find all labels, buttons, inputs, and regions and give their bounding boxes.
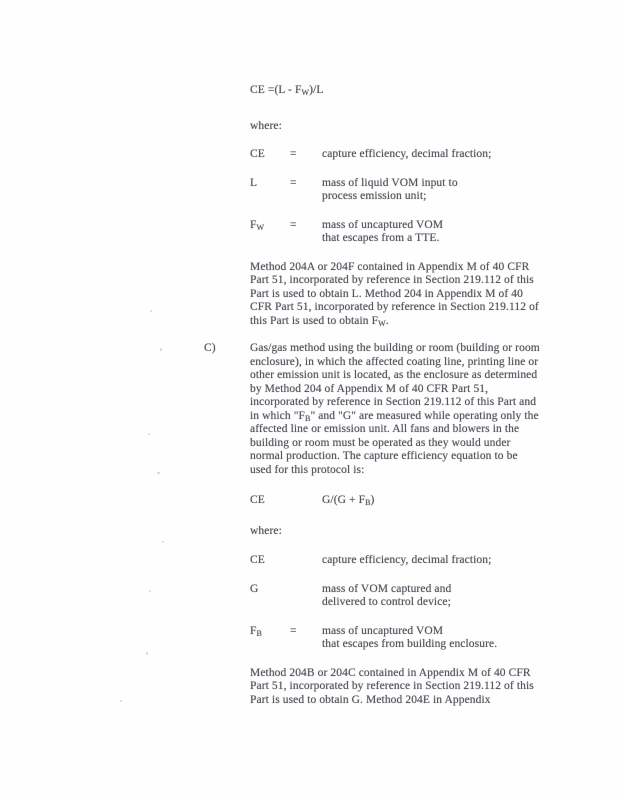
definition-line: mass of uncaptured VOM xyxy=(322,218,444,231)
definition-line: that escapes from a TTE. xyxy=(322,232,440,244)
equals-sign: = xyxy=(290,624,297,637)
definition-line: mass of VOM captured and xyxy=(322,582,452,595)
equals-sign xyxy=(290,494,322,508)
definition-row-ce-2 xyxy=(250,554,542,568)
equals-sign: = xyxy=(290,218,297,231)
definition-text xyxy=(322,177,542,204)
equals-sign xyxy=(290,554,322,568)
equation-rhs: $G/(G + F_B)$ xyxy=(322,494,375,507)
definition-row-l xyxy=(250,177,542,204)
equation-text: CE =(L - F xyxy=(250,84,302,96)
scan-speck xyxy=(120,700,122,702)
subscript: W xyxy=(301,88,310,97)
definition-line: that escapes from building enclosure. xyxy=(322,638,498,650)
definition-text xyxy=(322,148,542,162)
scan-speck xyxy=(160,348,162,351)
list-item-text xyxy=(250,342,542,477)
scan-speck xyxy=(149,590,151,592)
where-label: where: xyxy=(250,524,282,537)
subscript: W xyxy=(378,318,386,328)
term-g: G xyxy=(250,582,259,595)
subscript: B xyxy=(256,628,262,638)
definition-line: capture efficiency, decimal fraction; xyxy=(322,148,492,160)
equals-sign: = xyxy=(290,148,297,160)
term-fb: $F_B$ xyxy=(250,624,262,638)
definition-row-fw xyxy=(250,219,542,246)
paragraph-text: Gas/gas method using the building or room (building or room enclosure), in which the affected coating line, printing line or other emission unit is located, as the enclosure as determined by Method 204 of Appendix M of 40 CFR Part 51, incorporated by reference in Section 219.112 of this Part and in which "F xyxy=(250,342,540,422)
equals-sign xyxy=(290,583,322,610)
subscript: W xyxy=(256,222,265,232)
term-l: L xyxy=(250,176,258,189)
definition-row-ce xyxy=(250,148,542,162)
document-content xyxy=(204,84,542,721)
definition-text xyxy=(322,554,542,568)
scan-speck xyxy=(150,310,152,312)
scan-speck xyxy=(162,541,164,543)
definition-text xyxy=(322,219,542,246)
subscript: B xyxy=(365,498,371,507)
paragraph-method-204a xyxy=(250,261,542,329)
list-item-label: C) xyxy=(204,342,216,354)
where-label: where: xyxy=(250,119,282,132)
equation-capture-efficiency-liquid xyxy=(250,84,542,98)
subscript: B xyxy=(305,413,311,423)
equation-text: )/L xyxy=(309,84,324,96)
equation-lhs: CE xyxy=(250,494,265,506)
paragraph-text: . xyxy=(385,314,389,327)
term-fw: $F_W$ xyxy=(250,218,265,232)
scan-speck xyxy=(148,433,150,435)
term-ce: CE xyxy=(250,554,265,566)
definition-text xyxy=(322,583,542,610)
equals-sign: = xyxy=(290,176,297,189)
definition-row-fb xyxy=(250,625,542,652)
paragraph-text: Method 204A or 204F contained in Appendix M of 40 CFR Part 51, incorporated by reference in Section 219.112 of this Part is used to obtain L. Method 204 in Appendix M of 40 CFR Part 51, incorporated by reference in Section 219.112 of this Part is used to obtain F xyxy=(250,260,539,327)
list-item-c xyxy=(204,342,542,477)
definition-line: mass of uncaptured VOM xyxy=(322,624,444,637)
definition-row-g xyxy=(250,583,542,610)
scan-speck xyxy=(146,652,148,655)
scan-speck xyxy=(157,472,160,474)
definition-line: capture efficiency, decimal fraction; xyxy=(322,554,492,566)
definition-text xyxy=(322,625,542,652)
term-ce: CE xyxy=(250,148,265,160)
definition-line: process emission unit; xyxy=(322,190,427,202)
definition-line: delivered to control device; xyxy=(322,596,451,608)
paragraph-method-204b: Method 204B or 204C contained in Appendix M of 40 CFR Part 51, incorporated by reference in Section 219.112 of this Part is used to obtain G. Method 204E in Appendix xyxy=(250,666,534,706)
equation-capture-efficiency-gas xyxy=(250,494,542,508)
definition-line: mass of liquid VOM input to xyxy=(322,176,458,189)
paragraph-text: " and "G" are measured while operating only the affected line or emission unit. All fans and blowers in the building or room must be operated as they would under normal production. The capture efficiency equation to be used for this protocol is: xyxy=(250,409,539,476)
